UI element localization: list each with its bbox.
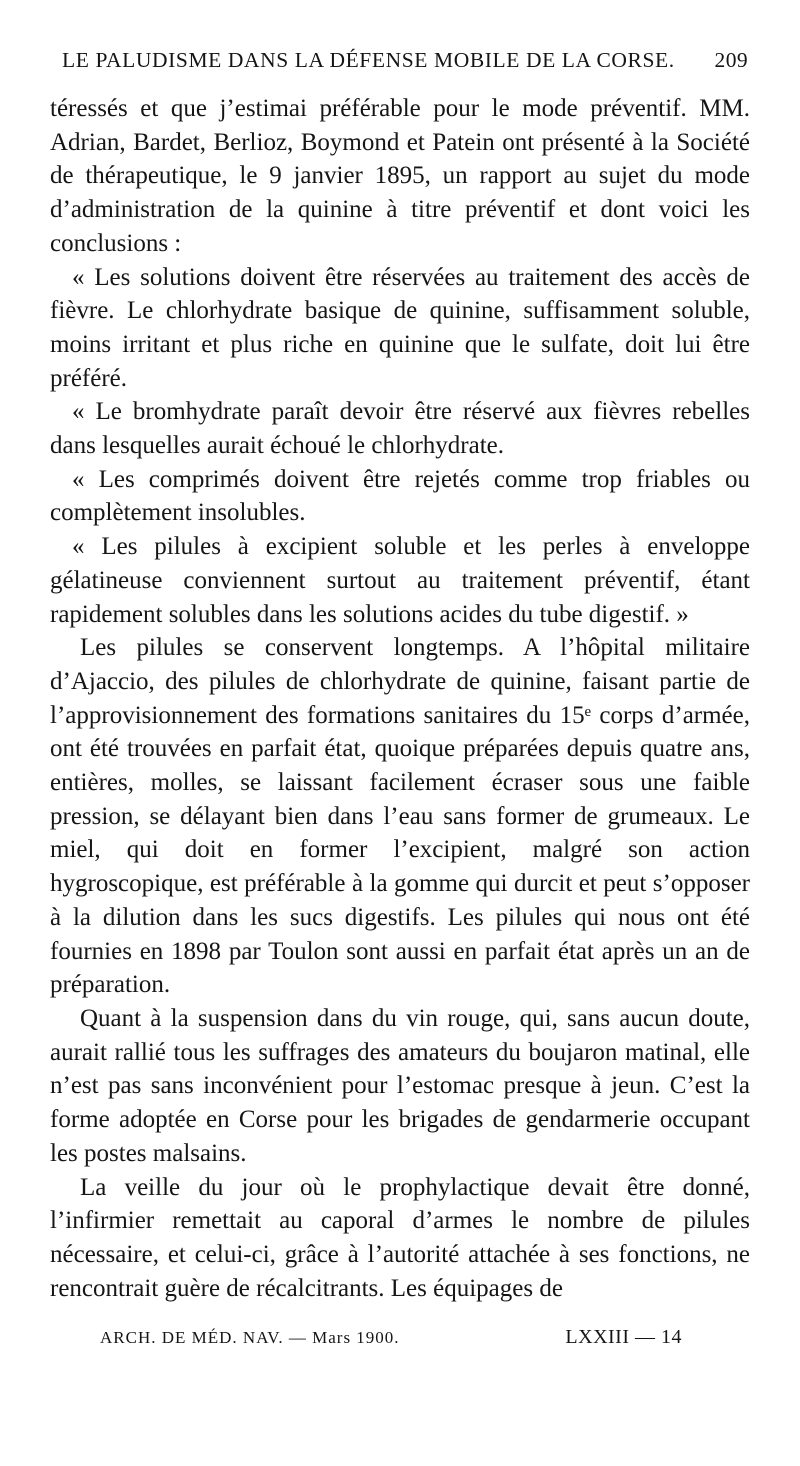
quote-paragraph-comprimes: « Les comprimés doivent être rejetés comme trop friables ou complètement insolubles. xyxy=(50,465,750,527)
paragraph-continuation: téressés et que j’estimai préférable pour le mode préventif. MM. Adrian, Bardet, Berlioz, Boymond et Patein ont présenté à la Société de thérapeutique, le 9 janvier 1895, un rapport au sujet du mode d’administration de la quinine à titre préventif et dont voici les conclusions : xyxy=(50,95,750,257)
paragraph-conservation: Les pilules se conservent longtemps. A l’hôpital militaire d’Ajaccio, des pilules de chlorhydrate de quinine, faisant partie de l’approvisionnement des formations sanitaires du 15ᵉ corps d’armée, ont été trouvées en parfait état, quoique préparées depuis quatre ans, entières, molles, se laissant facilement écraser sous une faible pression, se délayant bien dans l’eau sans former de grumeaux. Le miel, qui doit en former l’excipient, malgré son action hygroscopique, est préférable à la gomme qui durcit et peut s’opposer à la dilution dans les sucs digestifs. Les pilules qui nous ont été fournies en 1898 par Toulon sont aussi en parfait état après un an de préparation. xyxy=(50,634,750,999)
quote-paragraph-pilules: « Les pilules à excipient soluble et les perles à enveloppe gélatineuse conviennent surtout au traitement préventif, étant rapidement solubles dans les solutions acides du tube digestif. » xyxy=(50,533,750,628)
journal-reference: ARCH. DE MÉD. NAV. — Mars 1900. xyxy=(100,1328,400,1347)
paragraph-suspension: Quant à la suspension dans du vin rouge, qui, sans aucun doute, aurait rallié tous les suffrages des amateurs du boujaron matinal, elle n’est pas sans inconvénient pour l’estomac presque à jeun. C’est la forme adoptée en Corse pour les brigades de gendarmerie occupant les postes malsains. xyxy=(50,1004,750,1167)
body-text xyxy=(50,92,750,1305)
paragraph-veille: La veille du jour où le prophylactique devait être donné, l’infirmier remettait au caporal d’armes le nombre de pilules nécessaire, et celui-ci, grâce à l’autorité attachée à ses fonctions, ne rencontrait guère de récalcitrants. Les équipages de xyxy=(50,1173,750,1302)
running-header xyxy=(62,48,748,73)
quote-paragraph-solutions: « Les solutions doivent être réservées au traitement des accès de fièvre. Le chlorhydrate basique de quinine, suffisamment soluble, moins irritant et plus riche en quinine que le sulfate, doit lui être préféré. xyxy=(50,263,750,392)
signature-mark: LXXIII — 14 xyxy=(565,1326,682,1348)
page-number: 209 xyxy=(714,48,748,72)
page-footer xyxy=(100,1326,682,1349)
running-title: LE PALUDISME DANS LA DÉFENSE MOBILE DE LA CORSE. xyxy=(62,48,675,72)
quote-paragraph-bromhydrate: « Le bromhydrate paraît devoir être réservé aux fièvres rebelles dans lesquelles aurait échoué le chlorhydrate. xyxy=(50,398,750,460)
